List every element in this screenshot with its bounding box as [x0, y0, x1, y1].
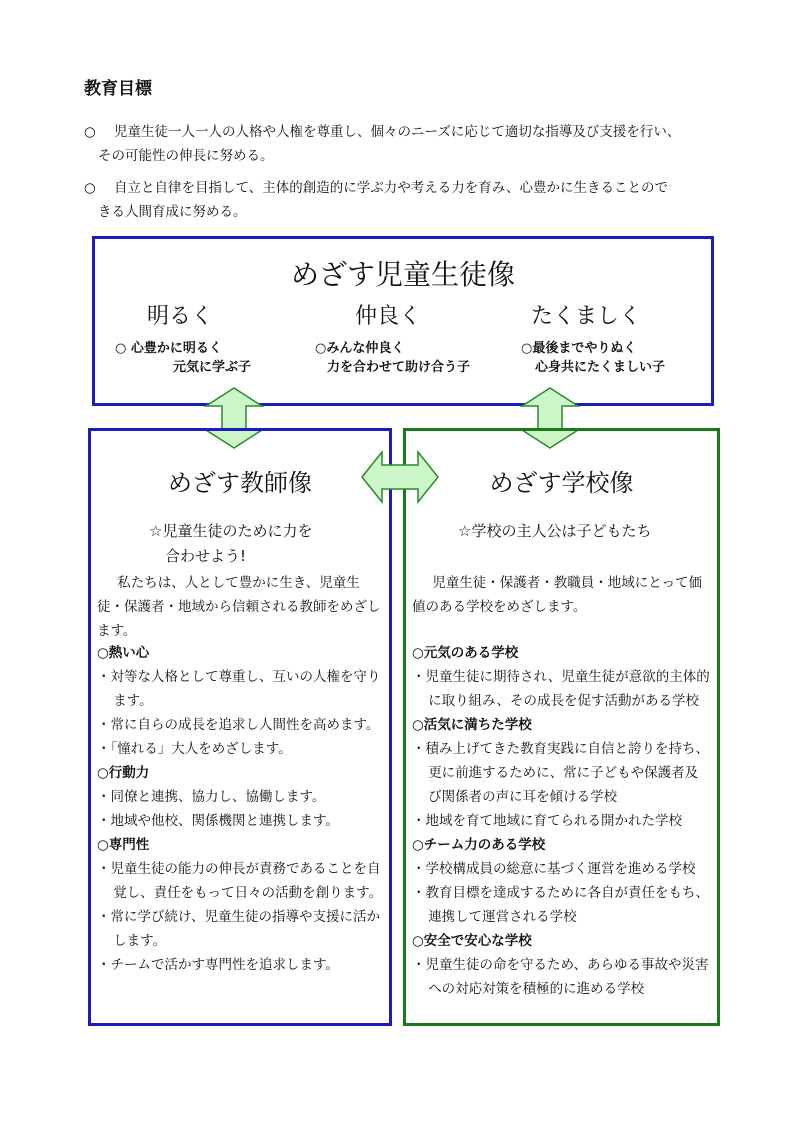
teacher-image-title: めざす教師像 — [168, 469, 312, 497]
goal-text-line2: きる人間育成に努める。 — [98, 204, 247, 220]
teacher-motto-line2: 合わせよう! — [165, 547, 247, 565]
school-intro: 児童生徒・保護者・教職員・地域にとって価値のある学校をめざします。 — [412, 575, 702, 615]
goal-bullet: ○ — [84, 180, 96, 196]
list-item: ・地域や他校、関係機関と連携します。 — [97, 813, 339, 829]
section-heading: ○元気のある学校 — [412, 645, 519, 661]
section-heading: ○安全で安心な学校 — [412, 933, 532, 949]
trait-line1: ○ 心豊かに明るく — [115, 341, 222, 356]
section-heading: ○チーム力のある学校 — [412, 837, 546, 853]
trait-line1: ○最後までやりぬく — [521, 341, 637, 356]
virtue-strong: たくましく — [531, 304, 642, 329]
virtue-friendly: 仲良く — [355, 304, 422, 329]
goal-text-line1: 児童生徒一人一人の人格や人権を尊重し、個々のニーズに応じて適切な指導及び支援を行い、 — [114, 124, 681, 140]
student-image-box — [92, 236, 714, 406]
section-heading: ○専門性 — [97, 837, 150, 853]
list-item: ・同僚と連携、協力し、協働します。 — [97, 789, 326, 805]
trait-line2: 力を合わせて助け合う子 — [327, 360, 471, 375]
section-heading: ○活気に満ちた学校 — [412, 717, 532, 733]
trait-line2: 元気に学ぶ子 — [173, 360, 252, 375]
trait-strong — [521, 339, 665, 377]
list-item: ・教育目標を達成するために各自が責任をもち、連携して運営される学校 — [412, 885, 709, 925]
list-item: ・「憧れる」大人をめざします。 — [97, 741, 292, 757]
goal-text-line1: 自立と自律を目指して、主体的創造的に学ぶ力や考える力を育み、心豊かに生きることので — [114, 180, 669, 196]
student-image-title: めざす児童生徒像 — [290, 258, 515, 291]
section-heading: ○熱い心 — [97, 645, 150, 661]
teacher-intro: 私たちは、人として豊かに生き、児童生徒・保護者・地域から信頼される教師をめざします。 — [97, 575, 381, 639]
trait-bright — [115, 339, 251, 377]
list-item: ・積み上げてきた教育実践に自信と誇りを持ち、更に前進するために、常に子どもや保護者及び関係者の声に耳を傾ける学校 — [412, 741, 709, 805]
virtue-bright: 明るく — [147, 304, 214, 329]
goal-item — [84, 120, 734, 168]
list-item: ・児童生徒の命を守るため、あらゆる事故や災害への対応対策を積極的に進める学校 — [412, 957, 709, 997]
list-item: ・対等な人格として尊重し、互いの人権を守ります。 — [97, 669, 381, 709]
list-item: ・常に学び続け、児童生徒の指導や支援に活かします。 — [97, 909, 380, 949]
list-item: ・地域を育て地域に育てられる開かれた学校 — [412, 813, 682, 829]
trait-friendly — [315, 339, 470, 377]
page-heading: 教育目標 — [84, 79, 152, 99]
goal-text-line2: その可能性の伸長に努める。 — [98, 148, 274, 164]
trait-line2: 心身共にたくましい子 — [535, 360, 666, 375]
teacher-image-box — [88, 428, 392, 1026]
list-item: ・学校構成員の総意に基づく運営を進める学校 — [412, 861, 696, 877]
section-heading: ○行動力 — [97, 765, 150, 781]
teacher-sections — [97, 641, 383, 977]
goal-item — [84, 176, 734, 224]
list-item: ・児童生徒の能力の伸長が責務であることを自覚し、責任をもって日々の活動を創ります。 — [97, 861, 383, 901]
teacher-motto — [149, 519, 312, 569]
school-image-box — [403, 428, 720, 1026]
horizontal-double-arrow-icon — [360, 449, 440, 505]
list-item: ・チームで活かす専門性を追求します。 — [97, 957, 339, 973]
school-sections — [412, 641, 711, 1001]
list-item: ・児童生徒に期待され、児童生徒が意欲的主体的に取り組み、その成長を促す活動がある学校 — [412, 669, 710, 709]
school-motto: ☆学校の主人公は子どもたち — [458, 522, 652, 540]
trait-line1: ○みんな仲良く — [315, 341, 405, 356]
list-item: ・常に自らの成長を追求し人間性を高めます。 — [97, 717, 380, 733]
teacher-motto-line1: ☆児童生徒のために力を — [149, 522, 313, 540]
goal-bullet: ○ — [84, 124, 96, 140]
school-image-title: めざす学校像 — [489, 469, 634, 497]
